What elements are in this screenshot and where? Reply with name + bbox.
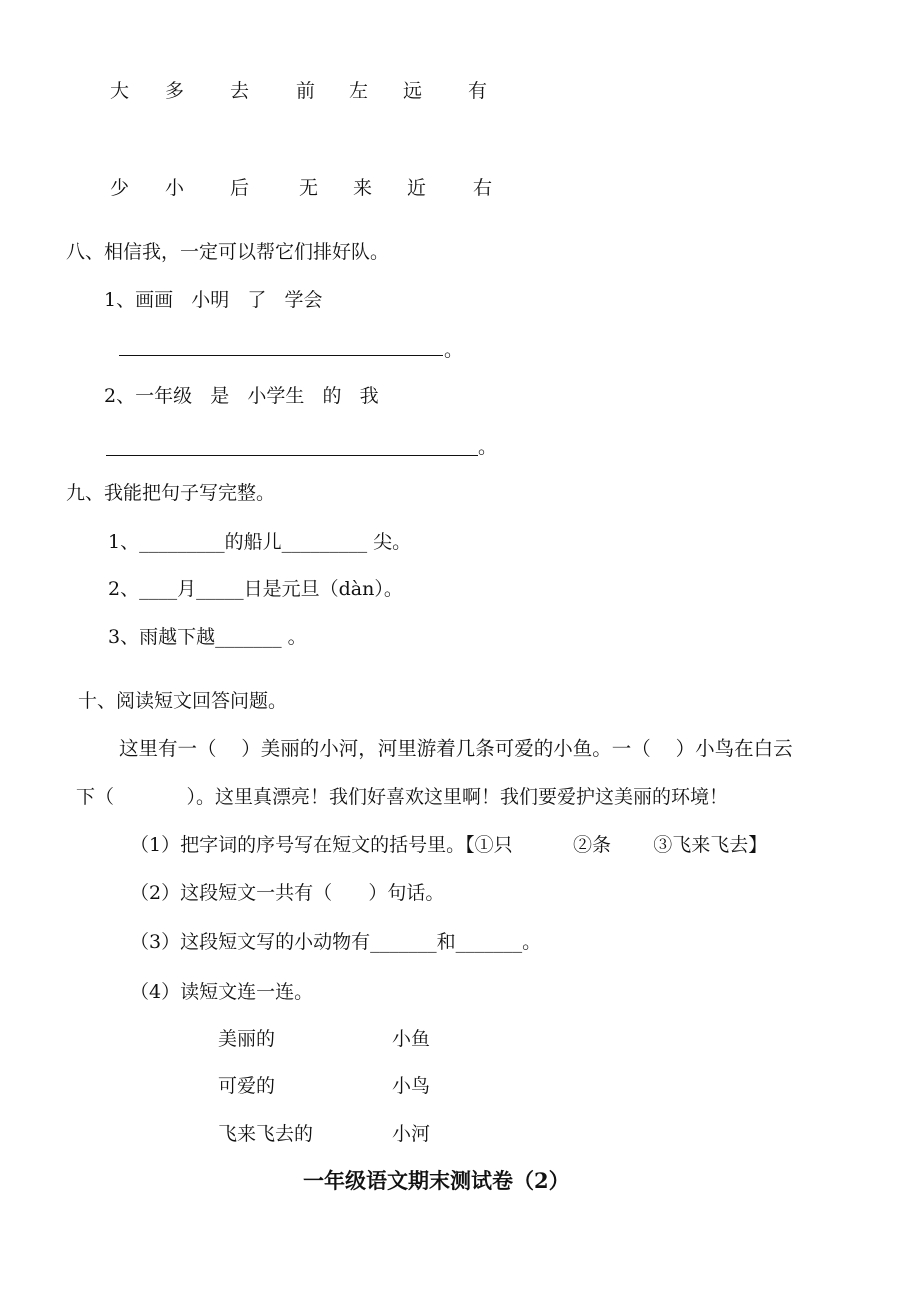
section-9-question-3: 3、雨越下越_______ 。 <box>108 626 307 648</box>
row2-char-3: 后 <box>230 177 250 199</box>
match-left-item: 美丽的 <box>218 1028 276 1050</box>
section-8-answer-1-period: 。 <box>444 339 464 361</box>
row2-char-6: 近 <box>407 177 427 199</box>
section-8-heading: 八、相信我，一定可以帮它们排好队。 <box>66 241 390 263</box>
row2-char-7: 右 <box>473 177 493 199</box>
row2-char-4: 无 <box>299 177 319 199</box>
section-8-question-1: 1、画画 小明 了 学会 <box>104 289 323 311</box>
row1-char-2: 多 <box>165 80 185 102</box>
row1-char-7: 有 <box>468 80 488 102</box>
row1-char-4: 前 <box>296 80 316 102</box>
match-left-item: 飞来飞去的 <box>218 1123 314 1145</box>
reading-question-4: （4）读短文连一连。 <box>130 981 314 1003</box>
exam-title: 一年级语文期末测试卷（2） <box>303 1168 570 1193</box>
section-8-answer-2-period: 。 <box>478 436 498 458</box>
row2-char-1: 少 <box>110 177 130 199</box>
reading-passage-line-2: 下（ ）。这里真漂亮！我们好喜欢这里啊！我们要爱护这美丽的环境！ <box>76 786 728 808</box>
section-8-question-2: 2、一年级 是 小学生 的 我 <box>104 385 379 407</box>
section-9-question-2: 2、____月_____日是元旦（dàn）。 <box>108 578 403 600</box>
row2-char-2: 小 <box>165 177 185 199</box>
reading-question-2: （2）这段短文一共有（ ）句话。 <box>130 882 445 904</box>
reading-question-3: （3）这段短文写的小动物有_______和_______。 <box>130 931 542 953</box>
section-8-answer-line-1 <box>119 355 443 356</box>
section-9-question-1: 1、_________的船儿_________ 尖。 <box>108 531 412 553</box>
reading-question-1: （1）把字词的序号写在短文的括号里。【①只 ②条 ③飞来飞去】 <box>130 834 768 856</box>
row1-char-3: 去 <box>230 80 250 102</box>
match-right-item: 小鸟 <box>392 1075 431 1097</box>
match-left-item: 可爱的 <box>218 1075 276 1097</box>
section-9-heading: 九、我能把句子写完整。 <box>66 482 276 504</box>
match-right-item: 小河 <box>392 1123 431 1145</box>
row1-char-1: 大 <box>110 80 130 102</box>
reading-passage-line-1: 这里有一（ ）美丽的小河，河里游着几条可爱的小鱼。一（ ）小鸟在白云 <box>119 737 793 760</box>
section-10-heading: 十、阅读短文回答问题。 <box>78 690 288 712</box>
match-right-item: 小鱼 <box>392 1028 431 1050</box>
row2-char-5: 来 <box>353 177 373 199</box>
row1-char-5: 左 <box>349 80 369 102</box>
section-8-answer-line-2 <box>106 455 478 456</box>
row1-char-6: 远 <box>403 80 423 102</box>
